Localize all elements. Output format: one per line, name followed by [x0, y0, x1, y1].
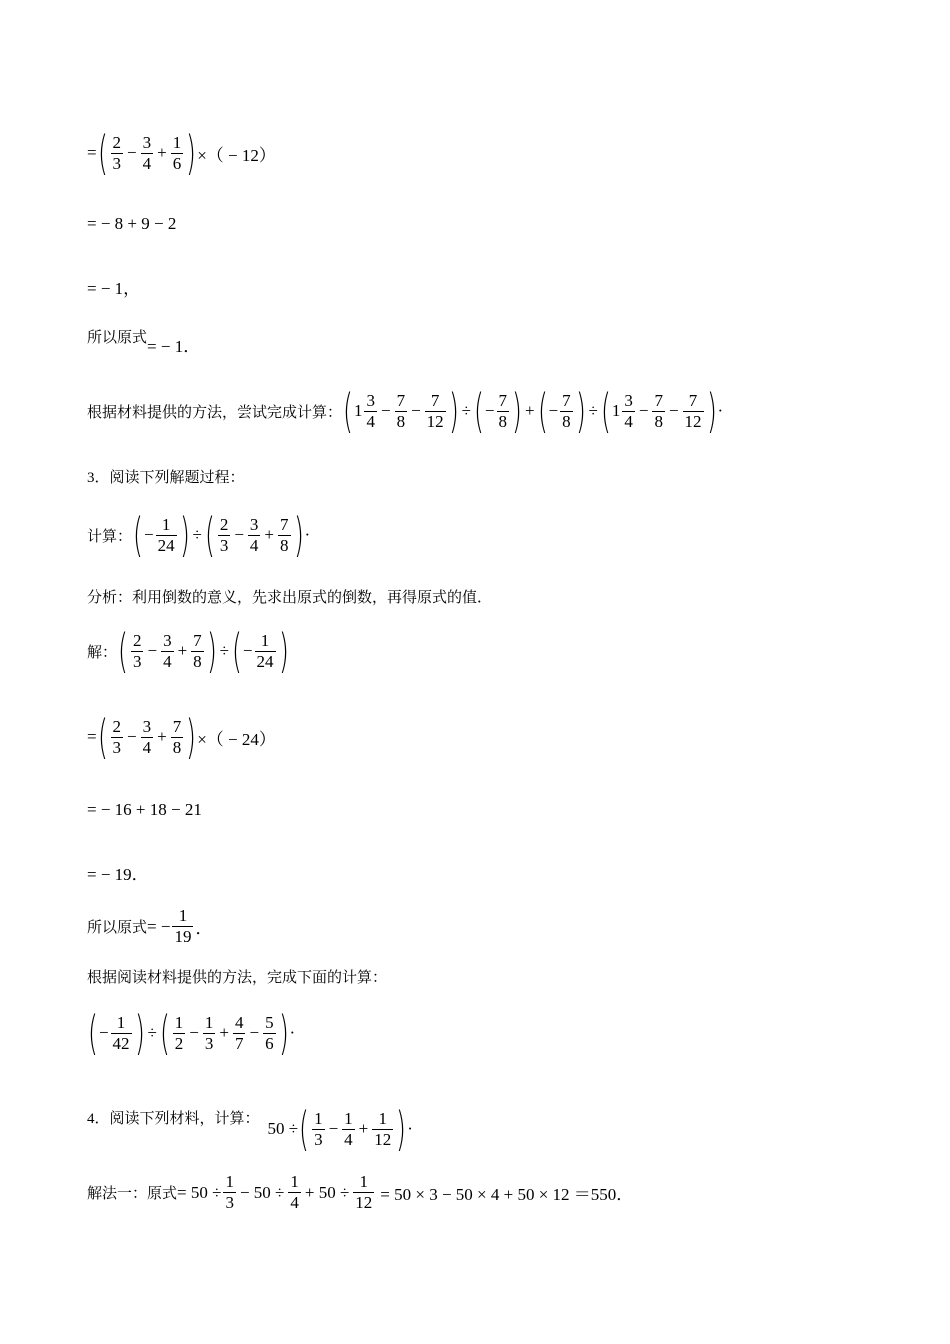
- analysis-line: 分析：利用倒数的意义，先求出原式的倒数，再得原式的值．: [87, 588, 493, 606]
- conclusion-line-1: 所以原式 = − 1．: [87, 328, 201, 356]
- solution-line-1: 解： ( $\frac{2}{3}$ − $\frac{3}{4}$ + $\frac{7}{8}$ ) ÷ ( − $\frac{1}{24}$ ): [87, 624, 289, 678]
- fraction: $\frac{1}{6}$: [172, 132, 182, 173]
- equation-line-3: = − 1，: [87, 279, 141, 298]
- equation-line-2: = − 8 + 9 − 2: [87, 214, 177, 233]
- task-line-2: 根据阅读材料提供的方法，完成下面的计算：: [87, 968, 388, 986]
- question-3-heading: 3． 阅读下列解题过程：: [87, 468, 245, 486]
- task-expression: ( − $\frac{1}{42}$ ) ÷ ( $\frac{1}{2}$ − $\frac{1}{3}$ + $\frac{4}{7}$ − $\frac{5}{6}$ ) ·: [88, 1006, 296, 1060]
- solution-line-4: = − 19．: [87, 865, 149, 884]
- task-line-1: 根据材料提供的方法，尝试完成计算： ( 1 $\frac{3}{4}$ − $\frac{7}{8}$ − $\frac{7}{12}$ ) ÷ ( − $\frac{7}{8}$ ) + ( − $\frac{7}{8}$ ) ÷ ( 1 $\frac{3}{4}$ − $\frac{7}{8}$ − $\frac{7}{12}$ ) ·: [87, 384, 724, 438]
- solution-line-2: = ( $\frac{2}{3}$ − $\frac{3}{4}$ + $\frac{7}{8}$ ) ×（ − 24）: [87, 710, 276, 764]
- fraction: $\frac{2}{3}$: [112, 132, 122, 173]
- method-one-line: 解法一：原式 = 50 ÷ $\frac{1}{3}$ − 50 ÷ $\frac{1}{4}$ + 50 ÷ $\frac{1}{12}$ = 50 × 3 − 50 × 4 + 50 × 12 ＝550．: [87, 1172, 634, 1212]
- compute-line: 计算： ( − $\frac{1}{24}$ ) ÷ ( $\frac{2}{3}$ − $\frac{3}{4}$ + $\frac{7}{8}$ ) ·: [87, 508, 311, 562]
- conclusion-line-2: 所以原式 = − $\frac{1}{19}$ ．: [87, 906, 213, 946]
- solution-line-3: = − 16 + 18 − 21: [87, 800, 202, 819]
- question-4-heading: 4． 阅读下列材料，计算： 50 ÷ ( $\frac{1}{3}$ − $\frac{1}{4}$ + $\frac{1}{12}$ ) ·: [87, 1102, 413, 1156]
- equation-line-1: = ( $\frac{2}{3}$ − $\frac{3}{4}$ + $\frac{1}{6}$ ) ×（ − 12）: [87, 126, 276, 180]
- fraction: $\frac{3}{4}$: [142, 132, 152, 173]
